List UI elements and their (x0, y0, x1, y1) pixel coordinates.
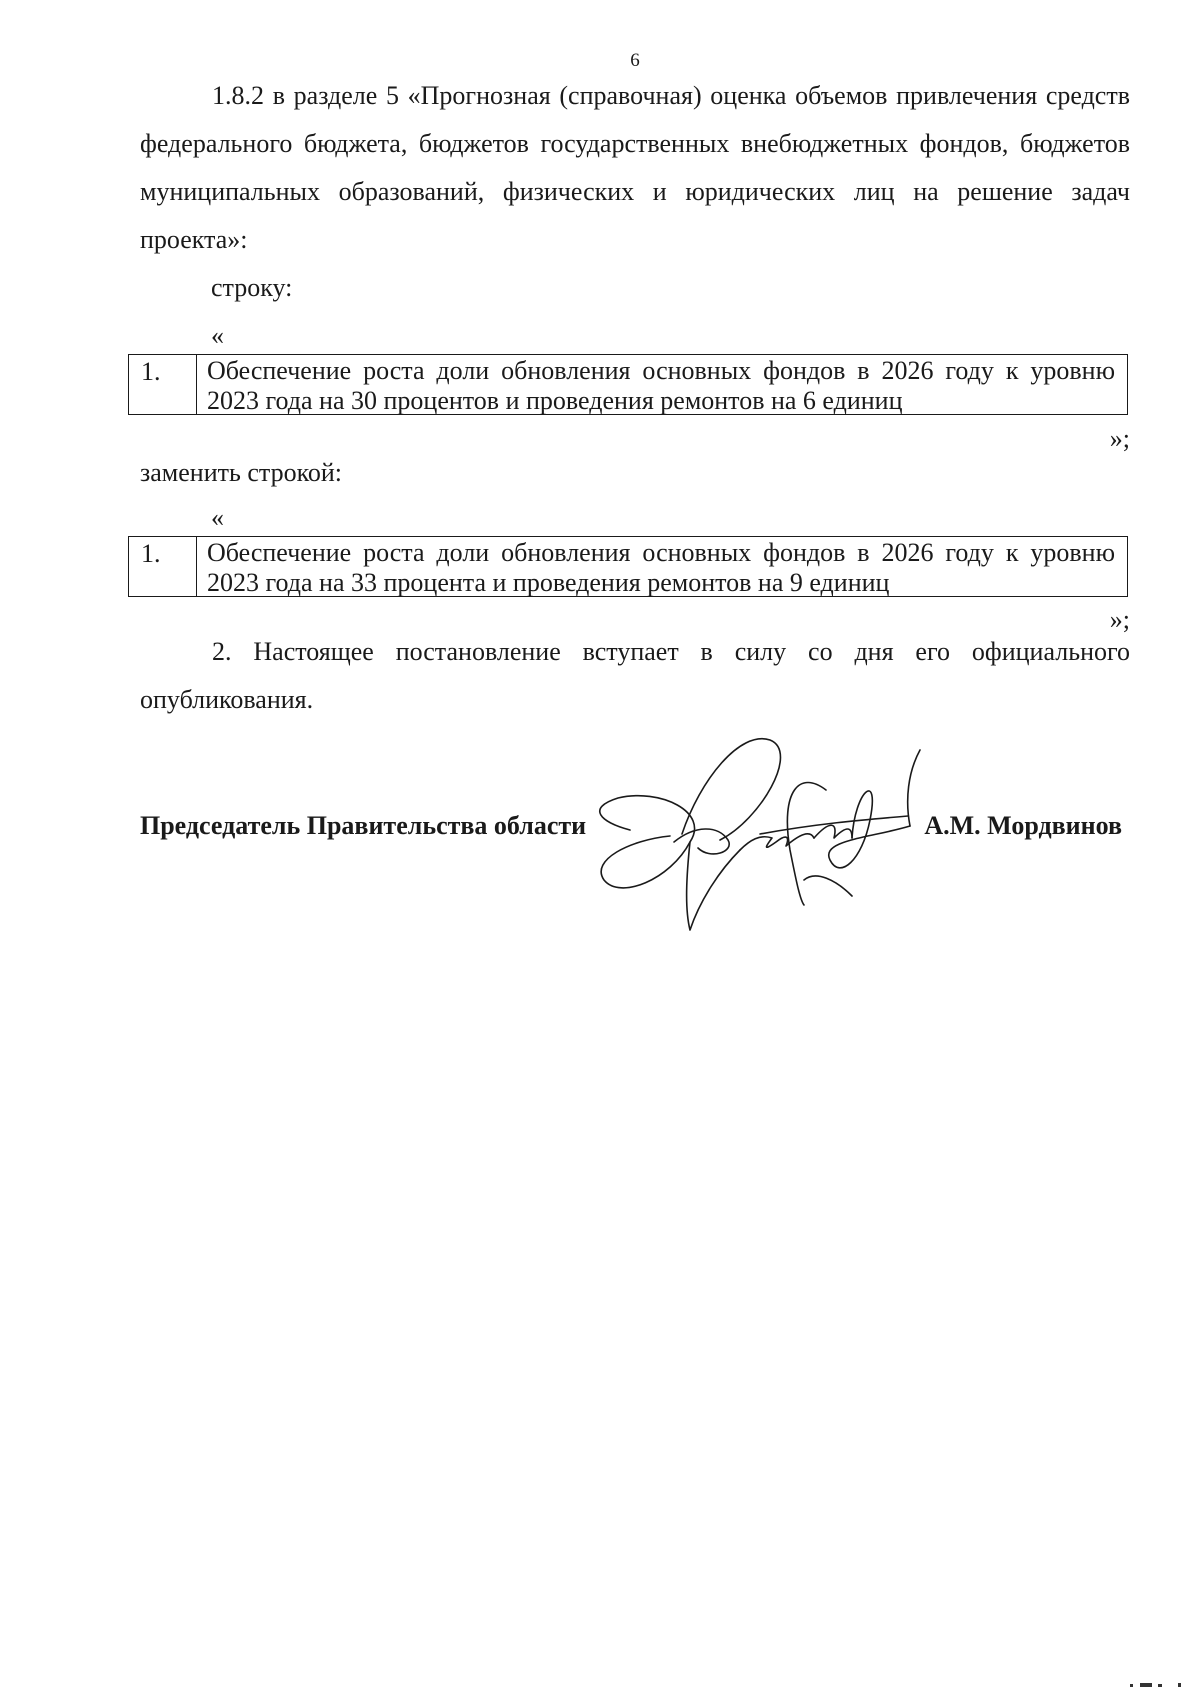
label-row: строку: (211, 273, 293, 302)
new-row-table (128, 536, 1128, 597)
handwritten-signature (590, 730, 950, 950)
new-row-text: Обеспечение роста доли обновления основных фондов в 2026 году к уровню 2023 года на 33 процента и проведения ремонтов на 9 единиц (207, 538, 1115, 597)
label-replace: заменить строкой: (140, 458, 343, 487)
quote-close-1: »; (1109, 424, 1130, 453)
signatory-name: А.М. Мордвинов (924, 811, 1122, 840)
amendment-paragraph (140, 72, 1130, 264)
effective-paragraph (140, 628, 1130, 724)
scan-edge-mark (1126, 1681, 1186, 1689)
effective-paragraph-text: 2. Настоящее постановление вступает в силу со дня его официального опубликования. (140, 637, 1130, 714)
old-row-text: Обеспечение роста доли обновления основных фондов в 2026 году к уровню 2023 года на 30 процентов и проведения ремонтов на 6 единиц (207, 356, 1115, 415)
page-number: 6 (630, 50, 640, 71)
old-row-number: 1. (129, 355, 197, 414)
quote-open-1: « (211, 321, 224, 350)
quote-close-2: »; (1109, 605, 1130, 634)
signatory-title: Председатель Правительства области (140, 811, 587, 840)
quote-open-2: « (211, 503, 224, 532)
new-row-number: 1. (129, 537, 197, 596)
amendment-paragraph-text: 1.8.2 в разделе 5 «Прогнозная (справочная) оценка объемов привлечения средств федерального бюджета, бюджетов государственных внебюджетных фондов, бюджетов муниципальных образований, физических и юридических лиц на решение задач проекта»: (140, 81, 1130, 254)
old-row-table (128, 354, 1128, 415)
